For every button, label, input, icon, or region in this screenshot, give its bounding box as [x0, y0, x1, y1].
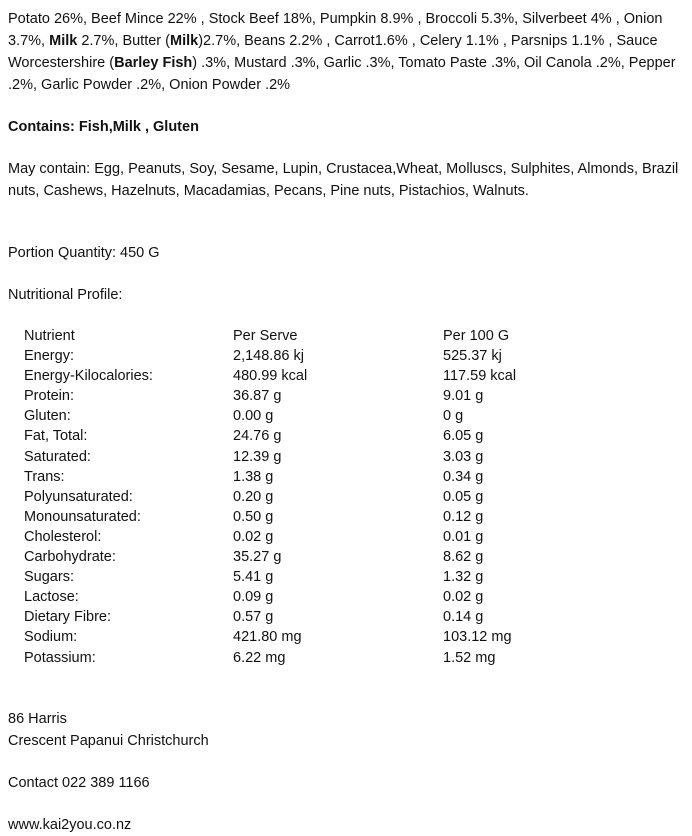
- table-row: [24, 648, 643, 668]
- table-cell: 480.99 kcal: [233, 368, 308, 385]
- table-row: [24, 507, 643, 527]
- table-cell: Sugars:: [24, 569, 74, 586]
- table-cell: Carbohydrate:: [24, 549, 116, 566]
- table-cell: 0.20 g: [233, 488, 274, 505]
- table-cell: 0.12 g: [443, 508, 484, 525]
- table-header-cell: Nutrient: [24, 328, 75, 344]
- table-row: [24, 386, 643, 406]
- table-cell: Protein:: [24, 388, 74, 405]
- table-cell: 12.39 g: [233, 448, 282, 465]
- table-row: [24, 567, 643, 587]
- table-row: [24, 447, 643, 467]
- table-row: [24, 426, 643, 446]
- contact-phone: Contact 022 389 1166: [8, 774, 150, 791]
- table-cell: 0 g: [443, 408, 464, 425]
- table-cell: 0.50 g: [233, 508, 274, 525]
- table-cell: 3.03 g: [443, 448, 484, 465]
- ingredients-segment: Potato 26%, Beef Mince 22% , Stock Beef 18%, Pumpkin 8.9% , Broccoli 5.3%, Silverbeet 4% , Onion 3.7%,: [8, 11, 663, 49]
- table-row: [24, 527, 643, 547]
- table-row: [24, 627, 643, 647]
- address-line-1: 86 Harris: [8, 710, 67, 727]
- table-cell: Monounsaturated:: [24, 508, 141, 525]
- table-cell: Fat, Total:: [24, 428, 88, 445]
- table-cell: 1.52 mg: [443, 649, 496, 666]
- table-cell: 36.87 g: [233, 388, 282, 405]
- table-cell: 525.37 kj: [443, 348, 502, 365]
- table-cell: 0.01 g: [443, 528, 484, 545]
- table-row: [24, 487, 643, 507]
- table-cell: 35.27 g: [233, 549, 282, 566]
- table-cell: 5.41 g: [233, 569, 274, 586]
- table-row: [24, 607, 643, 627]
- allergen-highlight: Milk: [49, 33, 78, 49]
- table-cell: 421.80 mg: [233, 629, 302, 646]
- table-cell: Cholesterol:: [24, 528, 102, 545]
- table-cell: Saturated:: [24, 448, 91, 465]
- allergen-contains: [8, 116, 684, 138]
- table-cell: Trans:: [24, 468, 65, 485]
- table-cell: 103.12 mg: [443, 629, 512, 646]
- table-cell: Potassium:: [24, 649, 96, 666]
- table-cell: Sodium:: [24, 629, 78, 646]
- table-cell: 8.62 g: [443, 549, 484, 566]
- table-cell: 1.38 g: [233, 468, 274, 485]
- table-cell: 0.02 g: [443, 589, 484, 606]
- table-cell: 1.32 g: [443, 569, 484, 586]
- table-cell: Polyunsaturated:: [24, 488, 133, 505]
- table-cell: 0.00 g: [233, 408, 274, 425]
- portion-quantity: Portion Quantity: 450 G: [8, 245, 160, 261]
- website-link[interactable]: www.kai2you.co.nz: [8, 816, 132, 833]
- table-header-cell: Per Serve: [233, 328, 298, 344]
- ingredients-list: [8, 8, 684, 96]
- table-row: [24, 587, 643, 607]
- table-cell: Energy:: [24, 348, 74, 365]
- table-row: [24, 467, 643, 487]
- label-document: [8, 8, 684, 836]
- contains-text: Contains: Fish,Milk , Gluten: [8, 119, 199, 135]
- table-cell: Energy-Kilocalories:: [24, 368, 153, 385]
- table-cell: 0.34 g: [443, 468, 484, 485]
- table-cell: 0.02 g: [233, 528, 274, 545]
- table-header-row: [24, 326, 643, 346]
- allergen-highlight: Barley Fish: [114, 55, 193, 71]
- table-cell: Lactose:: [24, 589, 79, 606]
- table-row: [24, 366, 643, 386]
- nutritional-profile-title: Nutritional Profile:: [8, 287, 123, 303]
- table-cell: Gluten:: [24, 408, 71, 425]
- table-cell: 117.59 kcal: [443, 368, 517, 385]
- nutrition-table: [24, 326, 643, 668]
- table-cell: 0.14 g: [443, 609, 484, 626]
- table-cell: 2,148.86 kj: [233, 348, 304, 365]
- allergen-highlight: Milk: [170, 33, 199, 49]
- table-header-cell: Per 100 G: [443, 328, 510, 344]
- table-cell: 9.01 g: [443, 388, 484, 405]
- table-cell: 0.09 g: [233, 589, 274, 606]
- table-cell: 0.05 g: [443, 488, 484, 505]
- may-contain-text: May contain: Egg, Peanuts, Soy, Sesame, Lupin, Crustacea,Wheat, Molluscs, Sulphites, Almonds, Brazil nuts, Cashews, Hazelnuts, Macadamias, Pecans, Pine nuts, Pistachios, Walnuts.: [8, 161, 679, 199]
- table-row: [24, 346, 643, 366]
- table-cell: 6.05 g: [443, 428, 484, 445]
- ingredients-segment: 2.7%, Butter (: [77, 33, 170, 49]
- address-line-2: Crescent Papanui Christchurch: [8, 732, 209, 749]
- ingredients-segment: )2.7%, Beans 2.2% , Carrot1.6% , Celery 1.1% , Parsnips 1.1% , Sauce Worcestershire (: [8, 33, 658, 71]
- table-cell: 0.57 g: [233, 609, 274, 626]
- table-cell: 24.76 g: [233, 428, 282, 445]
- table-row: [24, 547, 643, 567]
- table-row: [24, 406, 643, 426]
- ingredients-segment: ) .3%, Mustard .3%, Garlic .3%, Tomato Paste .3%, Oil Canola .2%, Pepper .2%, Garlic Powder .2%, Onion Powder .2%: [8, 55, 676, 93]
- table-cell: Dietary Fibre:: [24, 609, 112, 626]
- table-cell: 6.22 mg: [233, 649, 286, 666]
